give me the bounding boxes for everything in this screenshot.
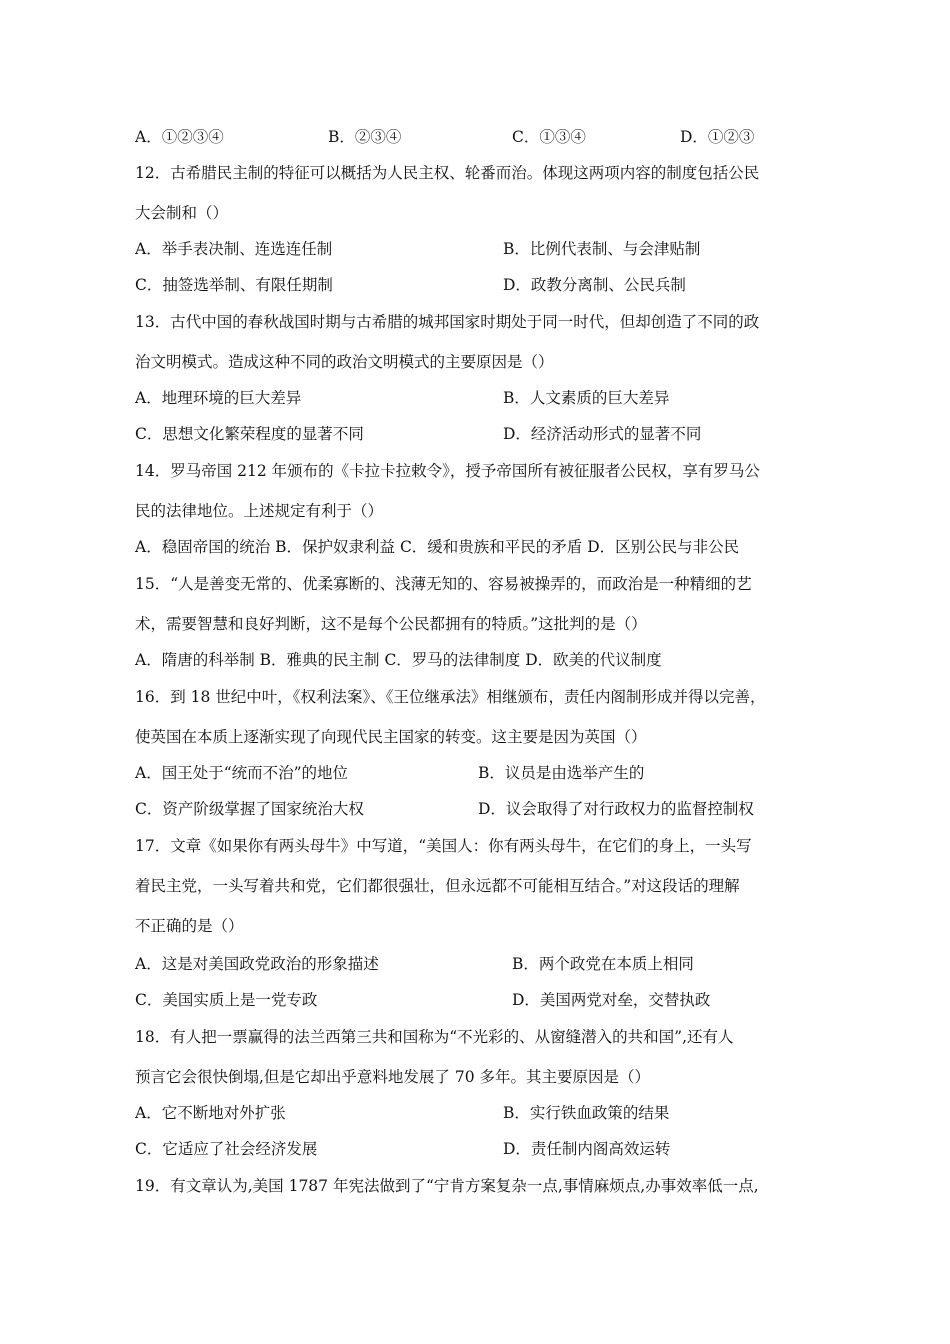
q17-stem-line1: 17．文章《如果你有两头母牛》中写道，“美国人：你有两头母牛，在它们的身上，一头写 [135, 837, 752, 855]
q16-option-d: D．议会取得了对行政权力的监督控制权 [478, 800, 754, 818]
q11-option-d: D．①②③ [680, 128, 755, 146]
q17-option-d: D．美国两党对垒，交替执政 [512, 991, 711, 1009]
q14-options: A．稳固帝国的统治 B．保护奴隶利益 C．缓和贵族和平民的矛盾 D．区别公民与非公民 [135, 538, 740, 556]
q13-option-c: C．思想文化繁荣程度的显著不同 [135, 425, 364, 443]
q12-option-a: A．举手表决制、连选连任制 [135, 240, 333, 258]
q18-option-b: B．实行铁血政策的结果 [503, 1104, 670, 1122]
q16-option-b: B．议员是由选举产生的 [478, 764, 645, 782]
q13-option-a: A．地理环境的巨大差异 [135, 389, 302, 407]
q13-option-b: B．人文素质的巨大差异 [503, 389, 670, 407]
q12-option-b: B．比例代表制、与会津贴制 [503, 240, 701, 258]
q19-stem-line1: 19．有文章认为,美国 1787 年宪法做到了“宁肯方案复杂一点,事情麻烦点,办事效率低一点, [135, 1177, 759, 1195]
q15-stem-line1: 15．“人是善变无常的、优柔寡断的、浅薄无知的、容易被操弄的，而政治是一种精细的艺 [135, 575, 752, 593]
q12-stem-line1: 12．古希腊民主制的特征可以概括为人民主权、轮番而治。体现这两项内容的制度包括公民 [135, 164, 760, 182]
q17-stem-line2: 着民主党，一头写着共和党，它们都很强壮，但永远都不可能相互结合。”对这段话的理解 [135, 877, 740, 895]
q17-option-a: A．这是对美国政党政治的形象描述 [135, 955, 379, 973]
q17-option-c: C．美国实质上是一党专政 [135, 991, 318, 1009]
q18-stem-line2: 预言它会很快倒塌,但是它却出乎意料地发展了 70 多年。其主要原因是（） [135, 1068, 651, 1086]
q18-stem-line1: 18．有人把一票赢得的法兰西第三共和国称为“不光彩的、从窗缝潜入的共和国”,还有人 [135, 1028, 734, 1046]
q14-stem-line1: 14．罗马帝国 212 年颁布的《卡拉卡拉敕令》，授予帝国所有被征服者公民权，享有罗马公 [135, 462, 760, 480]
q18-option-a: A．它不断地对外扩张 [135, 1104, 286, 1122]
q16-stem-line2: 使英国在本质上逐渐实现了向现代民主国家的转变。这主要是因为英国（） [135, 728, 647, 746]
q13-option-d: D．经济活动形式的显著不同 [503, 425, 702, 443]
q17-option-b: B．两个政党在本质上相同 [512, 955, 694, 973]
q11-option-b: B．②③④ [328, 128, 402, 146]
q12-stem-line2: 大会制和（） [135, 204, 229, 222]
q12-option-c: C．抽签选举制、有限任期制 [135, 276, 333, 294]
q13-stem-line1: 13．古代中国的春秋战国时期与古希腊的城邦国家时期处于同一时代，但却创造了不同的政 [135, 313, 760, 331]
q16-option-c: C．资产阶级掌握了国家统治大权 [135, 800, 364, 818]
q12-option-d: D．政教分离制、公民兵制 [503, 276, 686, 294]
q16-option-a: A．国王处于“统而不治”的地位 [135, 764, 349, 782]
q16-stem-line1: 16．到 18 世纪中叶，《权利法案》、《王位继承法》相继颁布，责任内阁制形成并得以完善， [135, 688, 766, 706]
q13-stem-line2: 治文明模式。造成这种不同的政治文明模式的主要原因是（） [135, 353, 554, 371]
q18-option-c: C．它适应了社会经济发展 [135, 1140, 318, 1158]
q17-stem-line3: 不正确的是（） [135, 917, 244, 935]
q15-stem-line2: 术，需要智慧和良好判断，这不是每个公民都拥有的特质。”这批判的是（） [135, 615, 647, 633]
q15-options: A．隋唐的科举制 B．雅典的民主制 C．罗马的法律制度 D．欧美的代议制度 [135, 651, 662, 669]
q11-option-a: A．①②③④ [135, 128, 224, 146]
q14-stem-line2: 民的法律地位。上述规定有利于（） [135, 502, 384, 520]
q11-option-c: C．①③④ [512, 128, 586, 146]
q18-option-d: D．责任制内阁高效运转 [503, 1140, 671, 1158]
